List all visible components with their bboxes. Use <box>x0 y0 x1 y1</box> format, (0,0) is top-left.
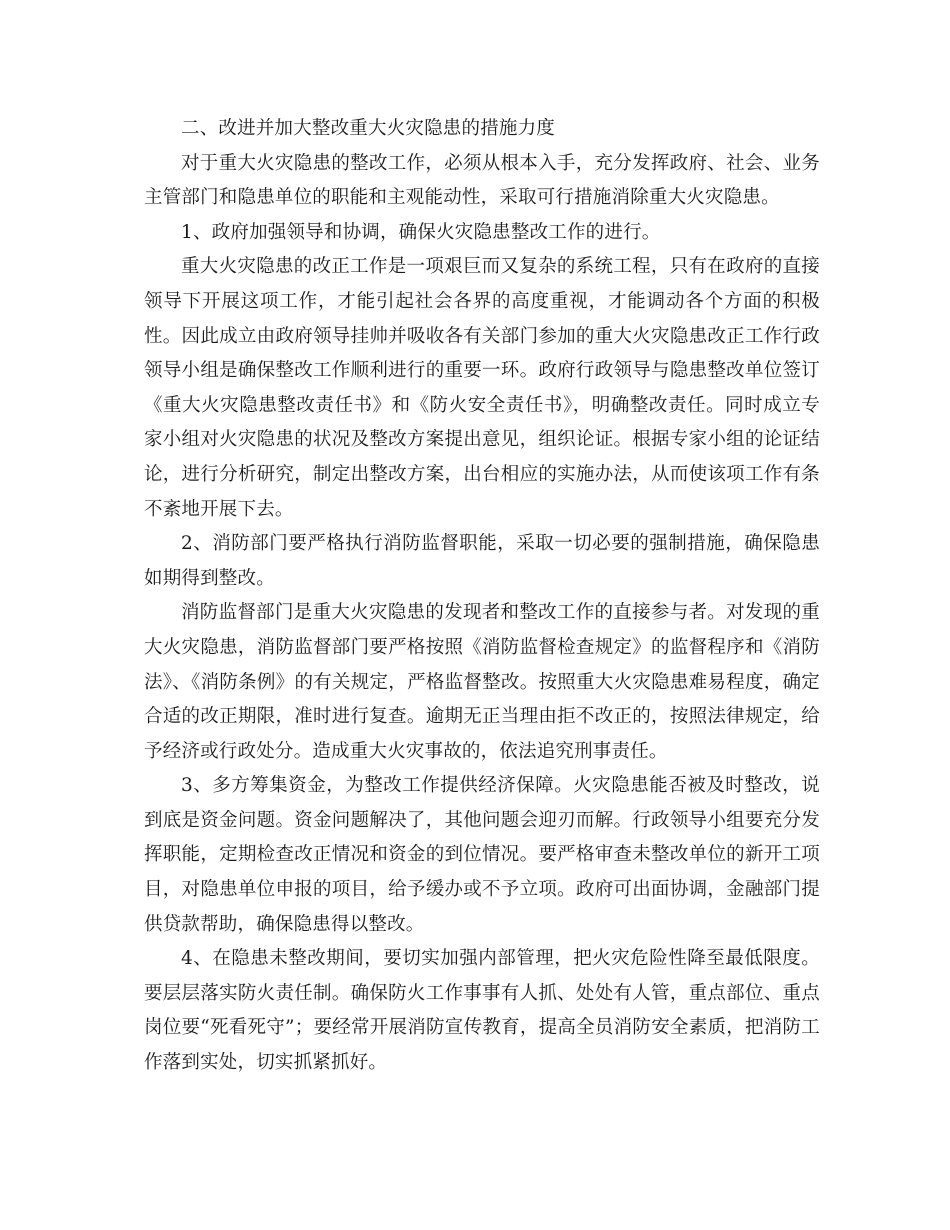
document-body <box>144 112 820 1081</box>
item-heading-1: 1、政府加强领导和协调，确保火灾隐患整改工作的进行。 <box>181 221 661 243</box>
section-heading: 二、改进并加大整改重大火灾隐患的措施力度 <box>181 118 556 139</box>
paragraph-government: 重大火灾隐患的改正工作是一项艰巨而又复杂的系统工程，只有在政府的直接领导下开展这项工作，才能引起社会各界的高度重视，才能调动各个方面的积极性。因此成立由政府领导挂帅并吸收各有关部门参加的重大火灾隐患改正工作行政领导小组是确保整改工作顺利进行的重要一环。政府行政领导与隐患整改单位签订《重大火灾隐患整改责任书》和《防火安全责任书》，明确整改责任。同时成立专家小组对火灾隐患的状况及整改方案提出意见，组织论证。根据专家小组的论证结论，进行分析研究，制定出整改方案，出台相应的实施办法，从而使该项工作有条不紊地开展下去。 <box>144 256 820 520</box>
paragraph-internal-management: 4、在隐患未整改期间，要切实加强内部管理，把火灾危险性降至最低限度。要层层落实防火责任制。确保防火工作事事有人抓、处处有人管，重点部位、重点岗位要“死看死守”；要经常开展消防宣传教育，提高全员消防安全素质，把消防工作落到实处，切实抓紧抓好。 <box>144 948 820 1074</box>
paragraph-fire-supervision: 消防监督部门是重大火灾隐患的发现者和整改工作的直接参与者。对发现的重大火灾隐患，消防监督部门要严格按照《消防监督检查规定》的监督程序和《消防法》、《消防条例》的有关规定，严格监督整改。按照重大火灾隐患难易程度，确定合适的改正期限，准时进行复查。逾期无正当理由拒不改正的，按照法律规定，给予经济或行政处分。造成重大火灾事故的，依法追究刑事责任。 <box>144 602 820 762</box>
item-heading-2: 2、消防部门要严格执行消防监督职能，采取一切必要的强制措施，确保隐患如期得到整改。 <box>144 533 820 589</box>
paragraph-intro: 对于重大火灾隐患的整改工作，必须从根本入手，充分发挥政府、社会、业务主管部门和隐患单位的职能和主观能动性，采取可行措施消除重大火灾隐患。 <box>144 152 820 209</box>
paragraph-funding: 3、多方筹集资金，为整改工作提供经济保障。火灾隐患能否被及时整改，说到底是资金问题。资金问题解决了，其他问题会迎刃而解。行政领导小组要充分发挥职能，定期检查改正情况和资金的到位情况。要严格审查未整改单位的新开工项目，对隐患单位申报的项目，给予缓办或不予立项。政府可出面协调，金融部门提供贷款帮助，确保隐患得以整改。 <box>144 775 820 935</box>
